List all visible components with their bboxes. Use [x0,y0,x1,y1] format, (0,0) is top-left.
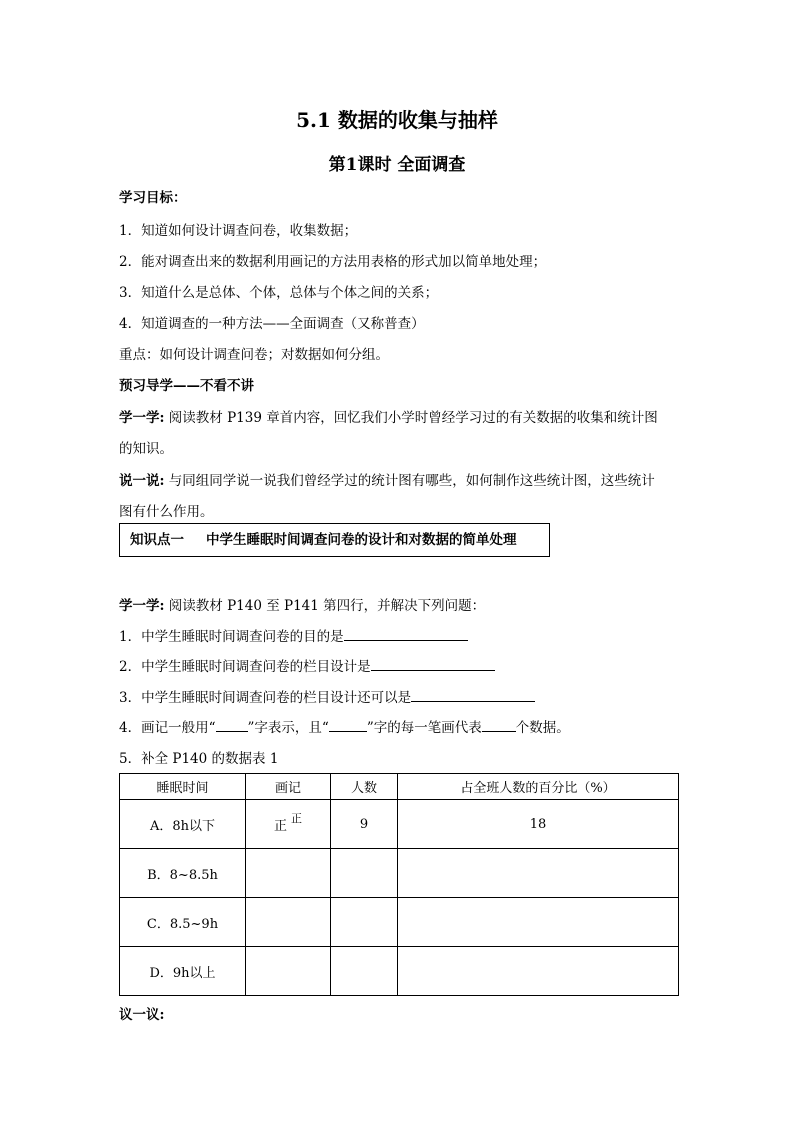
cell-count[interactable] [331,849,398,898]
answer-blank-4b[interactable] [329,718,367,732]
exercise-learn-text: 阅读教材 P140 至 P141 第四行，并解决下列问题： [164,598,486,614]
question-4-text-b: ”字表示，且“ [247,720,329,736]
question-4-text-d: 个数据。 [515,720,570,736]
question-3-text: 3．中学生睡眠时间调查问卷的栏目设计还可以是 [119,690,412,706]
question-5: 5．补全 P140 的数据表 1 [119,751,279,767]
say-label: 说一说: [119,473,165,489]
knowledge-point-box [119,523,550,557]
preview-learn-line-1 [119,406,658,426]
table-row [120,898,679,947]
cell-time: A．8h以下 [120,800,246,849]
header-tally: 画记 [246,774,331,800]
table-row [120,800,679,849]
answer-blank-1[interactable] [344,627,468,641]
learn-label: 学一学: [119,410,165,426]
goal-item-1: 1．知道如何设计调查问卷，收集数据； [119,223,358,239]
knowledge-text: 中学生睡眠时间调查问卷的设计和对数据的简单处理 [206,532,517,548]
cell-time: C．8.5~9h [120,898,246,947]
knowledge-label: 知识点一 [130,532,184,548]
exercise-intro [119,594,485,614]
question-1 [119,625,468,645]
cell-count[interactable]: 9 [331,800,398,849]
preview-say-line-2: 图有什么作用。 [119,504,214,520]
tally-mark: 正 [273,818,287,834]
question-1-text: 1．中学生睡眠时间调查问卷的目的是 [119,629,344,645]
cell-tally[interactable] [246,898,331,947]
question-4-text-c: ”字的每一笔画代表 [366,720,482,736]
cell-count[interactable] [331,898,398,947]
question-3 [119,686,535,706]
cell-percent[interactable] [398,898,679,947]
table-header-row [120,774,679,800]
answer-blank-3[interactable] [411,688,535,702]
question-4-text-a: 4．画记一般用“ [119,720,216,736]
answer-blank-4c[interactable] [482,718,516,732]
question-2 [119,655,495,675]
goal-item-2: 2．能对调查出来的数据利用画记的方法用表格的形式加以简单地处理； [119,254,547,270]
preview-say-line-1 [119,469,655,489]
header-count: 人数 [331,774,398,800]
cell-time: B．8~8.5h [120,849,246,898]
table-row [120,849,679,898]
goals-heading: 学习目标： [119,190,187,206]
answer-blank-4a[interactable] [216,718,248,732]
preview-heading: 预习导学——不看不讲 [119,378,254,394]
page-title: 5.1 数据的收集与抽样 [296,108,498,132]
header-percent: 占全班人数的百分比（%） [398,774,679,800]
cell-count[interactable] [331,947,398,996]
goal-item-4: 4．知道调查的一种方法——全面调查（又称普查） [119,316,425,332]
table-row [120,947,679,996]
say-text-1: 与同组同学说一说我们曾经学过的统计图有哪些，如何制作这些统计图，这些统计 [164,473,655,489]
answer-blank-2[interactable] [371,657,495,671]
question-4 [119,716,570,736]
learn-text-1: 阅读教材 P139 章首内容，回忆我们小学时曾经学习过的有关数据的收集和统计图 [164,410,658,426]
discuss-heading: 议一议: [119,1007,165,1023]
cell-percent[interactable] [398,849,679,898]
cell-tally[interactable] [246,849,331,898]
cell-tally[interactable] [246,800,331,849]
preview-learn-line-2: 的知识。 [119,441,173,457]
question-2-text: 2．中学生睡眠时间调查问卷的栏目设计是 [119,659,371,675]
cell-tally[interactable] [246,947,331,996]
data-table-1 [119,773,679,996]
header-sleep-time: 睡眠时间 [120,774,246,800]
goal-item-3: 3．知道什么是总体、个体，总体与个体之间的关系； [119,285,439,301]
key-points: 重点：如何设计调查问卷；对数据如何分组。 [119,347,389,363]
lesson-subtitle: 第1课时 全面调查 [328,155,466,175]
tally-mark-partial: 正 [291,811,302,825]
cell-percent[interactable]: 18 [398,800,679,849]
cell-time: D．9h以上 [120,947,246,996]
exercise-learn-label: 学一学: [119,598,165,614]
cell-percent[interactable] [398,947,679,996]
